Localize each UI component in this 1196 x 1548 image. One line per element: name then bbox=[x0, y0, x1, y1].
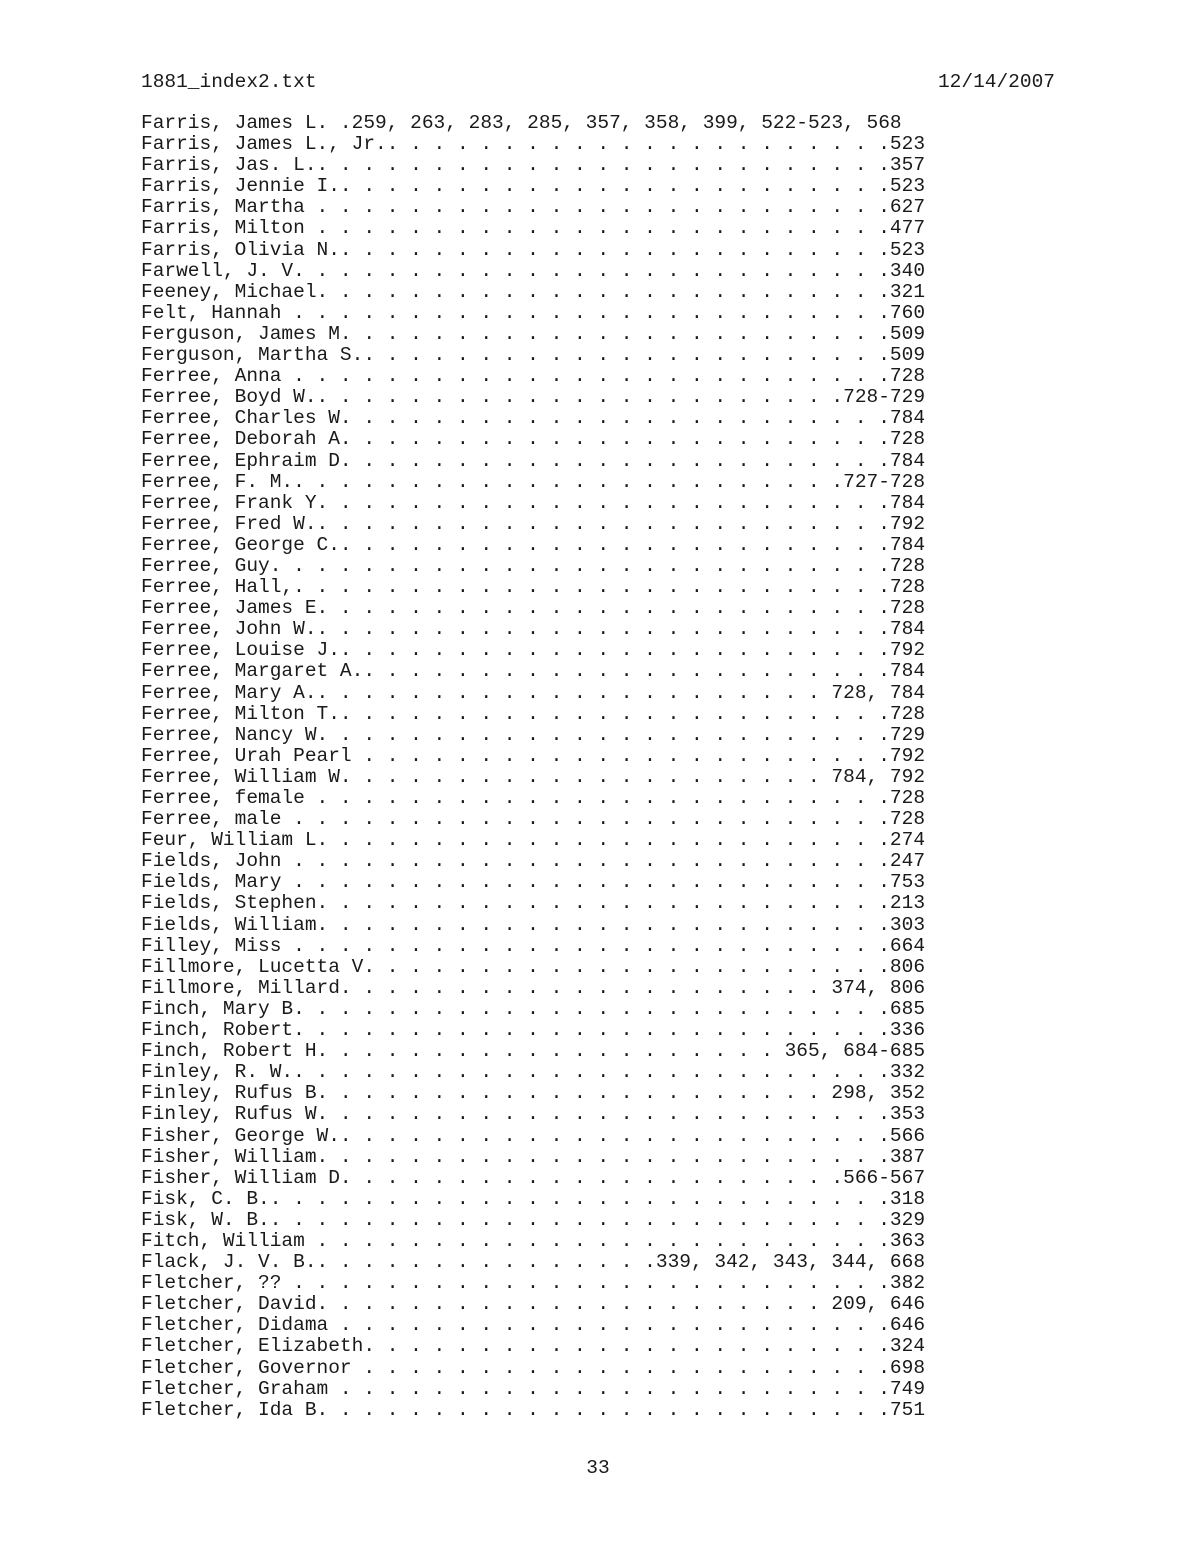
index-entry: Ferree, James E. . . . . . . . . . . . . . . . . . . . . . . . .728 bbox=[141, 597, 926, 620]
index-entry: Fitch, William . . . . . . . . . . . . . . . . . . . . . . . . .363 bbox=[141, 1229, 926, 1252]
index-entry: Feur, William L. . . . . . . . . . . . . . . . . . . . . . . . .274 bbox=[141, 829, 926, 852]
index-entry: Ferree, Hall,. . . . . . . . . . . . . . . . . . . . . . . . . .728 bbox=[141, 576, 926, 599]
index-entry: Farris, Jennie I.. . . . . . . . . . . . . . . . . . . . . . . .523 bbox=[141, 175, 926, 198]
index-entry: Ferree, Ephraim D. . . . . . . . . . . . . . . . . . . . . . . .784 bbox=[141, 449, 926, 472]
index-entry: Ferree, Anna . . . . . . . . . . . . . . . . . . . . . . . . . .728 bbox=[141, 365, 926, 388]
index-entry: Farris, Olivia N.. . . . . . . . . . . . . . . . . . . . . . . .523 bbox=[141, 238, 926, 261]
index-entry: Fisk, C. B.. . . . . . . . . . . . . . . . . . . . . . . . . . .318 bbox=[141, 1187, 926, 1210]
page-number: 33 bbox=[586, 1457, 610, 1479]
index-entry: Finley, Rufus B. . . . . . . . . . . . . . . . . . . . . . 298, 352 bbox=[141, 1082, 926, 1105]
index-entry: Ferguson, James M. . . . . . . . . . . . . . . . . . . . . . . .509 bbox=[141, 322, 926, 345]
index-entry: Ferree, William W. . . . . . . . . . . . . . . . . . . . . 784, 792 bbox=[141, 765, 926, 788]
page-header bbox=[141, 70, 1055, 94]
index-entry: Flack, J. V. B.. . . . . . . . . . . . . . .339, 342, 343, 344, 668 bbox=[141, 1251, 926, 1274]
index-entry: Ferree, Milton T.. . . . . . . . . . . . . . . . . . . . . . . .728 bbox=[141, 702, 926, 725]
index-entry: Ferree, Urah Pearl . . . . . . . . . . . . . . . . . . . . . . .792 bbox=[141, 744, 926, 767]
index-entry: Ferree, Boyd W.. . . . . . . . . . . . . . . . . . . . . . .728-729 bbox=[141, 386, 926, 409]
index-entry: Ferree, George C.. . . . . . . . . . . . . . . . . . . . . . . .784 bbox=[141, 533, 926, 556]
index-entry: Ferree, Charles W. . . . . . . . . . . . . . . . . . . . . . . .784 bbox=[141, 407, 926, 430]
index-entry: Filley, Miss . . . . . . . . . . . . . . . . . . . . . . . . . .664 bbox=[141, 934, 926, 957]
file-date: 12/14/2007 bbox=[937, 71, 1055, 93]
index-entry: Fletcher, Graham . . . . . . . . . . . . . . . . . . . . . . . .749 bbox=[141, 1377, 926, 1400]
index-entry: Fields, Stephen. . . . . . . . . . . . . . . . . . . . . . . . .213 bbox=[141, 892, 926, 915]
index-entry: Fillmore, Millard. . . . . . . . . . . . . . . . . . . . . 374, 806 bbox=[141, 976, 926, 999]
index-entry: Fletcher, David. . . . . . . . . . . . . . . . . . . . . . 209, 646 bbox=[141, 1293, 926, 1316]
index-entry: Fletcher, Elizabeth. . . . . . . . . . . . . . . . . . . . . . .324 bbox=[141, 1335, 926, 1358]
index-entry: Fletcher, Governor . . . . . . . . . . . . . . . . . . . . . . .698 bbox=[141, 1356, 926, 1379]
index-entry: Fletcher, Ida B. . . . . . . . . . . . . . . . . . . . . . . . .751 bbox=[141, 1398, 926, 1421]
index-entry: Ferree, Louise J.. . . . . . . . . . . . . . . . . . . . . . . .792 bbox=[141, 639, 926, 662]
index-entry: Ferree, Mary A.. . . . . . . . . . . . . . . . . . . . . . 728, 784 bbox=[141, 681, 926, 704]
index-entry: Farris, Jas. L.. . . . . . . . . . . . . . . . . . . . . . . . .357 bbox=[141, 154, 926, 177]
index-entry-list bbox=[141, 113, 1055, 1421]
file-name: 1881_index2.txt bbox=[141, 71, 317, 93]
index-entry: Fisk, W. B.. . . . . . . . . . . . . . . . . . . . . . . . . . .329 bbox=[141, 1208, 926, 1231]
index-entry: Felt, Hannah . . . . . . . . . . . . . . . . . . . . . . . . . .760 bbox=[141, 301, 926, 324]
index-entry: Fletcher, Didama . . . . . . . . . . . . . . . . . . . . . . . .646 bbox=[141, 1314, 926, 1337]
index-entry: Finch, Mary B. . . . . . . . . . . . . . . . . . . . . . . . . .685 bbox=[141, 997, 926, 1020]
index-entry: Ferree, F. M.. . . . . . . . . . . . . . . . . . . . . . . .727-728 bbox=[141, 470, 926, 493]
index-entry: Ferree, John W.. . . . . . . . . . . . . . . . . . . . . . . . .784 bbox=[141, 618, 926, 641]
index-entry: Farwell, J. V. . . . . . . . . . . . . . . . . . . . . . . . . .340 bbox=[141, 259, 926, 282]
index-entry: Fletcher, ?? . . . . . . . . . . . . . . . . . . . . . . . . . .382 bbox=[141, 1272, 926, 1295]
index-entry: Fisher, George W.. . . . . . . . . . . . . . . . . . . . . . . .566 bbox=[141, 1124, 926, 1147]
index-entry: Farris, James L. .259, 263, 283, 285, 357, 358, 399, 522-523, 568 bbox=[141, 112, 902, 134]
index-entry: Ferree, male . . . . . . . . . . . . . . . . . . . . . . . . . .728 bbox=[141, 808, 926, 831]
index-entry: Finch, Robert. . . . . . . . . . . . . . . . . . . . . . . . . .336 bbox=[141, 1019, 926, 1042]
index-entry: Ferree, Guy. . . . . . . . . . . . . . . . . . . . . . . . . . .728 bbox=[141, 554, 926, 577]
index-entry: Ferree, Margaret A.. . . . . . . . . . . . . . . . . . . . . . .784 bbox=[141, 660, 926, 683]
index-entry: Farris, James L., Jr.. . . . . . . . . . . . . . . . . . . . . .523 bbox=[141, 133, 926, 156]
index-entry: Finley, Rufus W. . . . . . . . . . . . . . . . . . . . . . . . .353 bbox=[141, 1103, 926, 1126]
index-entry: Feeney, Michael. . . . . . . . . . . . . . . . . . . . . . . . .321 bbox=[141, 280, 926, 303]
index-entry: Fields, William. . . . . . . . . . . . . . . . . . . . . . . . .303 bbox=[141, 913, 926, 936]
index-entry: Ferree, Nancy W. . . . . . . . . . . . . . . . . . . . . . . . .729 bbox=[141, 723, 926, 746]
index-entry: Fillmore, Lucetta V. . . . . . . . . . . . . . . . . . . . . . .806 bbox=[141, 955, 926, 978]
index-entry: Ferree, female . . . . . . . . . . . . . . . . . . . . . . . . .728 bbox=[141, 787, 926, 809]
index-entry: Fisher, William. . . . . . . . . . . . . . . . . . . . . . . . .387 bbox=[141, 1145, 926, 1168]
index-entry: Finch, Robert H. . . . . . . . . . . . . . . . . . . . 365, 684-685 bbox=[141, 1040, 926, 1063]
index-entry: Farris, Martha . . . . . . . . . . . . . . . . . . . . . . . . .627 bbox=[141, 196, 926, 219]
index-entry: Fields, John . . . . . . . . . . . . . . . . . . . . . . . . . .247 bbox=[141, 850, 926, 873]
index-entry: Ferree, Fred W.. . . . . . . . . . . . . . . . . . . . . . . . .792 bbox=[141, 512, 926, 535]
index-entry: Ferguson, Martha S.. . . . . . . . . . . . . . . . . . . . . . .509 bbox=[141, 344, 926, 367]
index-entry: Ferree, Deborah A. . . . . . . . . . . . . . . . . . . . . . . .728 bbox=[141, 428, 926, 451]
index-entry: Ferree, Frank Y. . . . . . . . . . . . . . . . . . . . . . . . .784 bbox=[141, 491, 926, 514]
index-entry: Fields, Mary . . . . . . . . . . . . . . . . . . . . . . . . . .753 bbox=[141, 871, 926, 894]
index-entry: Farris, Milton . . . . . . . . . . . . . . . . . . . . . . . . .477 bbox=[141, 217, 926, 240]
index-entry: Fisher, William D. . . . . . . . . . . . . . . . . . . . . .566-567 bbox=[141, 1166, 926, 1189]
index-entry: Finley, R. W.. . . . . . . . . . . . . . . . . . . . . . . . . .332 bbox=[141, 1061, 926, 1084]
